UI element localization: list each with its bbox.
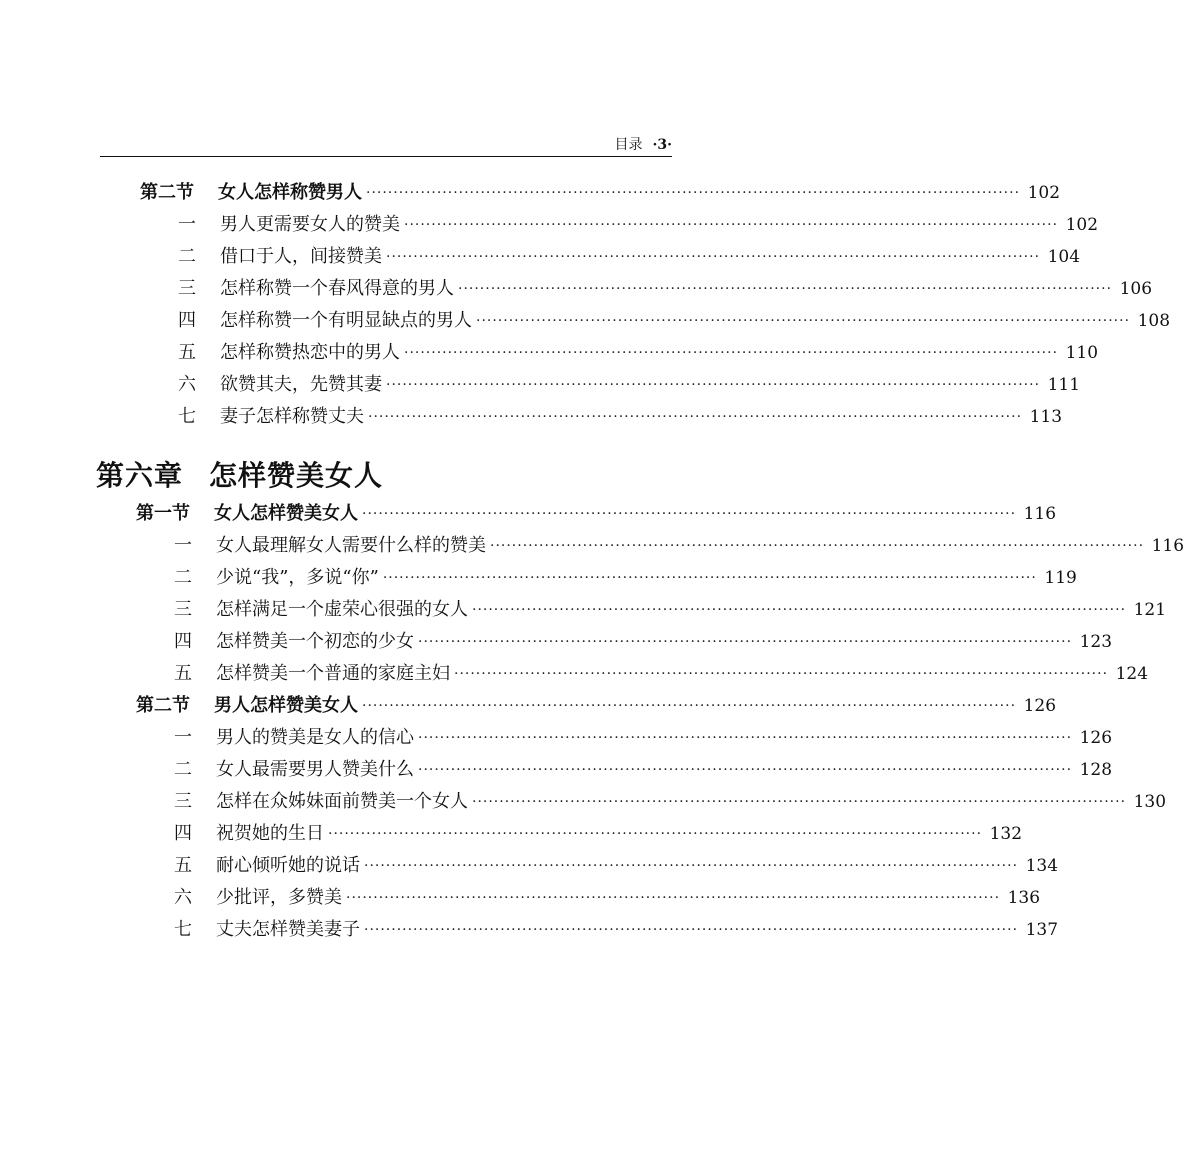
dot-leader: ························································································································ [362, 506, 1017, 522]
toc-entry-page: 130 [1133, 792, 1167, 812]
toc-item-row [178, 305, 1171, 337]
toc-entry-title: 丈夫怎样赞美妻子 [216, 919, 360, 940]
chapter-heading [96, 454, 383, 494]
toc-section-row [136, 498, 1057, 530]
dot-leader: ························································································································ [386, 249, 1041, 265]
toc-entry-label: 三 [174, 599, 192, 620]
toc-item-row [178, 209, 1099, 241]
toc-entry-label: 第二节 [136, 695, 190, 716]
toc-entry-title: 女人最需要男人赞美什么 [216, 759, 414, 780]
toc-entry-label: 六 [178, 374, 196, 395]
toc-entry-page: 116 [1151, 536, 1184, 556]
toc-entry-label: 五 [178, 342, 196, 363]
dot-leader: ························································································································ [472, 602, 1127, 618]
dot-leader: ························································································································ [362, 698, 1017, 714]
chapter-label: 第六章 [96, 459, 184, 492]
dot-leader: ························································································································ [404, 345, 1059, 361]
toc-entry-label: 二 [178, 246, 196, 267]
dot-leader: ························································································································ [346, 890, 1001, 906]
toc-entry-title: 怎样称赞一个春风得意的男人 [220, 278, 454, 299]
toc-entry-title: 怎样称赞热恋中的男人 [220, 342, 400, 363]
toc-entry-title: 怎样在众姊妹面前赞美一个女人 [216, 791, 468, 812]
dot-leader: ························································································································ [490, 538, 1145, 554]
toc-entry-page: 123 [1079, 632, 1113, 652]
dot-leader: ························································································································ [386, 377, 1041, 393]
toc-entry-page: 137 [1025, 920, 1059, 940]
toc-entry-title: 耐心倾听她的说话 [216, 855, 360, 876]
dot-leader: ························································································································ [364, 858, 1019, 874]
toc-entry-title: 男人更需要女人的赞美 [220, 214, 400, 235]
toc-entry-page: 106 [1119, 279, 1153, 299]
dot-leader: ························································································································ [366, 185, 1021, 201]
dot-leader: ························································································································ [364, 922, 1019, 938]
toc-entry-label: 第二节 [140, 182, 194, 203]
toc-entry-label: 七 [174, 919, 192, 940]
header-label: 目录 [614, 137, 643, 153]
toc-entry-title: 怎样满足一个虚荣心很强的女人 [216, 599, 468, 620]
dot-leader: ························································································································ [368, 409, 1023, 425]
toc-item-row [178, 241, 1081, 273]
toc-entry-title: 少说“我”，多说“你” [216, 567, 379, 588]
toc-entry-label: 五 [174, 855, 192, 876]
toc-entry-label: 四 [174, 823, 192, 844]
toc-entry-label: 七 [178, 406, 196, 427]
toc-entry-page: 121 [1133, 600, 1167, 620]
dot-leader: ························································································································ [382, 570, 1037, 586]
toc-entry-page: 110 [1065, 343, 1099, 363]
toc-entry-label: 四 [178, 310, 196, 331]
dot-leader: ························································································································ [454, 666, 1109, 682]
toc-entry-title: 妻子怎样称赞丈夫 [220, 406, 364, 427]
toc-entry-title: 女人最理解女人需要什么样的赞美 [216, 535, 486, 556]
toc-item-row [174, 882, 1041, 914]
running-header [100, 136, 672, 157]
toc-item-row [178, 273, 1153, 305]
dot-leader: ························································································································ [418, 730, 1073, 746]
dot-leader: ························································································································ [418, 762, 1073, 778]
toc-item-row [174, 914, 1059, 946]
toc-item-row [178, 401, 1063, 433]
toc-entry-label: 五 [174, 663, 192, 684]
toc-entry-page: 104 [1047, 247, 1081, 267]
toc-item-row [174, 562, 1077, 594]
toc-entry-page: 102 [1065, 215, 1099, 235]
toc-item-row [174, 530, 1184, 562]
toc-item-row [174, 722, 1113, 754]
dot-leader: ························································································································ [328, 826, 983, 842]
toc-entry-label: 二 [174, 759, 192, 780]
toc-entry-page: 102 [1027, 183, 1061, 203]
toc-section-row [136, 690, 1057, 722]
toc-entry-page: 108 [1137, 311, 1171, 331]
toc-entry-label: 六 [174, 887, 192, 908]
toc-entry-page: 128 [1079, 760, 1113, 780]
toc-item-row [178, 369, 1081, 401]
toc-entry-page: 116 [1023, 504, 1057, 524]
toc-entry-title: 祝贺她的生日 [216, 823, 324, 844]
toc-section-row [140, 177, 1061, 209]
toc-item-row [174, 626, 1113, 658]
toc-entry-title: 怎样称赞一个有明显缺点的男人 [220, 310, 472, 331]
header-page-number: ·3· [652, 137, 672, 153]
toc-entry-label: 第一节 [136, 503, 190, 524]
dot-leader: ························································································································ [418, 634, 1073, 650]
toc-entry-label: 一 [174, 727, 192, 748]
toc-item-row [174, 658, 1149, 690]
toc-item-row [174, 594, 1167, 626]
toc-entry-title: 女人怎样赞美女人 [214, 503, 358, 524]
toc-entry-title: 女人怎样称赞男人 [218, 182, 362, 203]
toc-entry-page: 113 [1029, 407, 1063, 427]
toc-entry-page: 124 [1115, 664, 1149, 684]
toc-entry-title: 男人怎样赞美女人 [214, 695, 358, 716]
toc-entry-page: 111 [1047, 375, 1081, 395]
toc-entry-title: 少批评，多赞美 [216, 887, 342, 908]
toc-item-row [178, 337, 1099, 369]
dot-leader: ························································································································ [458, 281, 1113, 297]
toc-entry-page: 126 [1023, 696, 1057, 716]
toc-entry-title: 借口于人，间接赞美 [220, 246, 382, 267]
toc-entry-title: 男人的赞美是女人的信心 [216, 727, 414, 748]
toc-entry-label: 四 [174, 631, 192, 652]
toc-entry-page: 126 [1079, 728, 1113, 748]
toc-entry-label: 一 [178, 214, 196, 235]
toc-item-row [174, 786, 1167, 818]
toc-entry-page: 134 [1025, 856, 1059, 876]
dot-leader: ························································································································ [404, 217, 1059, 233]
dot-leader: ························································································································ [472, 794, 1127, 810]
dot-leader: ························································································································ [476, 313, 1131, 329]
toc-entry-label: 三 [178, 278, 196, 299]
toc-entry-title: 怎样赞美一个初恋的少女 [216, 631, 414, 652]
toc-entry-page: 136 [1007, 888, 1041, 908]
toc-item-row [174, 850, 1059, 882]
toc-entry-label: 一 [174, 535, 192, 556]
toc-item-row [174, 754, 1113, 786]
toc-item-row [174, 818, 1023, 850]
toc-entry-label: 三 [174, 791, 192, 812]
toc-entry-page: 132 [989, 824, 1023, 844]
chapter-title: 怎样赞美女人 [209, 459, 384, 492]
toc-entry-title: 怎样赞美一个普通的家庭主妇 [216, 663, 450, 684]
toc-entry-page: 119 [1044, 568, 1077, 588]
toc-entry-title: 欲赞其夫，先赞其妻 [220, 374, 382, 395]
toc-entry-label: 二 [174, 567, 192, 588]
